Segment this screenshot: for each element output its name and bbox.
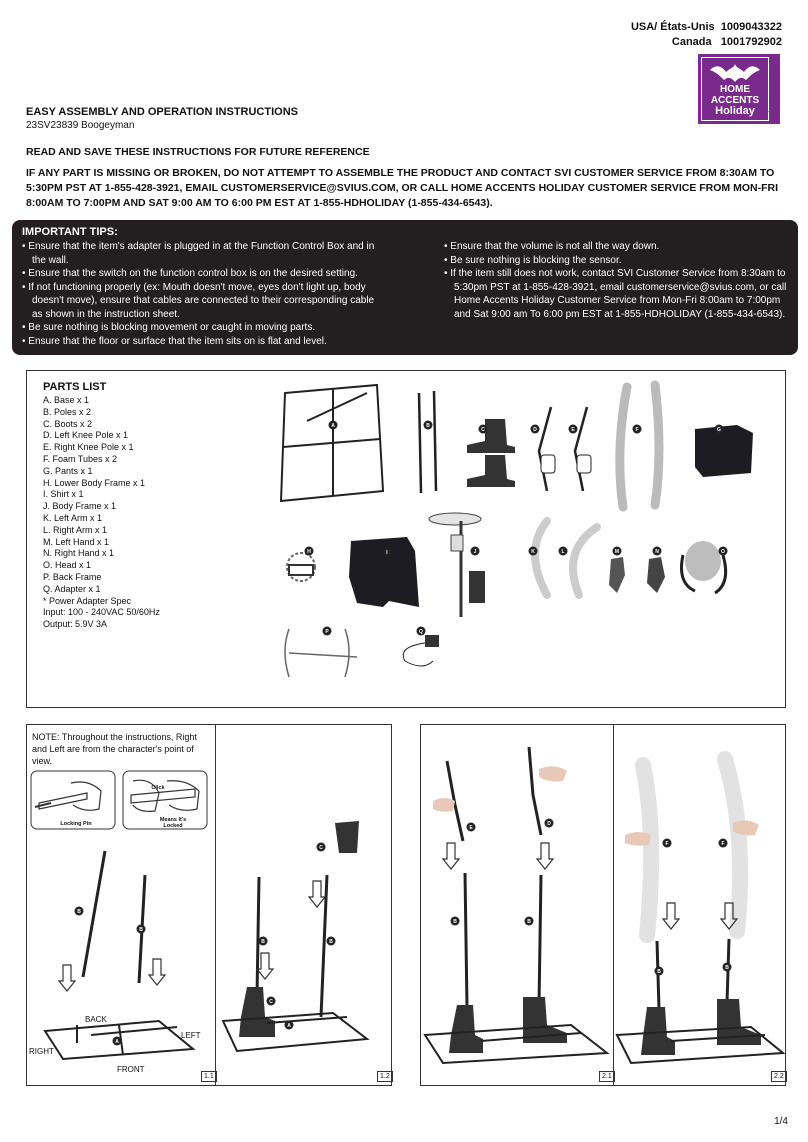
marker-l-label: L: [561, 549, 565, 555]
marker-d: [531, 425, 540, 434]
down-arrow-icon: [663, 903, 737, 929]
logo-frame: [701, 57, 769, 121]
logo-text: [702, 84, 768, 117]
part-right-hand-illustration: [647, 557, 665, 593]
marker-j: [471, 547, 480, 556]
part-item: O. Head x 1: [43, 560, 92, 571]
knee-pole-label-e: [577, 455, 591, 473]
marker-f-label: F: [635, 427, 639, 433]
marker-d-label: D: [533, 427, 537, 433]
step-number-2-2: 2.2: [771, 1071, 787, 1082]
tips-title: IMPORTANT TIPS:: [22, 226, 118, 238]
step-number-2-1: 2.1: [599, 1071, 615, 1082]
locking-pin-label: Locking Pin: [60, 821, 92, 827]
down-arrow-icon: [59, 959, 165, 991]
step-1-2-poles: [257, 875, 327, 1017]
part-item: P. Back Frame: [43, 571, 102, 582]
marker-e: [467, 823, 476, 832]
part-pants-illustration: [695, 425, 753, 477]
tip-item: • Ensure that the switch on the function control box is on the desired setting.: [22, 268, 358, 279]
marker-b: [75, 907, 84, 916]
document-title: EASY ASSEMBLY AND OPERATION INSTRUCTIONS: [26, 106, 298, 118]
marker-b-label: B: [657, 969, 661, 975]
canada-code-line: [631, 35, 782, 50]
means-locked-label: Means It's Locked: [159, 817, 187, 829]
marker-h-label: H: [307, 549, 311, 555]
marker-b-label: B: [77, 909, 81, 915]
marker-m-label: M: [614, 549, 620, 555]
marker-b: [137, 925, 146, 934]
logo-line-2: ACCENTS: [710, 95, 760, 106]
marker-i-label: I: [386, 550, 388, 556]
usa-label: USA/ États-Unis: [630, 21, 715, 33]
marker-d: [545, 819, 554, 828]
part-poles-illustration: [419, 391, 436, 493]
parts-list-title: PARTS LIST: [43, 381, 107, 393]
marker-f-label: F: [721, 841, 725, 847]
part-item: F. Foam Tubes x 2: [43, 453, 118, 464]
marker-b: [424, 421, 433, 430]
marker-f: [663, 839, 672, 848]
marker-f: [633, 425, 642, 434]
part-boots-illustration: [467, 419, 515, 487]
part-left-hand-illustration: [609, 557, 625, 593]
home-accents-logo: [698, 54, 780, 124]
part-item: C. Boots x 2: [43, 418, 93, 429]
marker-e-label: E: [469, 825, 473, 831]
marker-a: [285, 1021, 294, 1030]
tip-item: • Be sure nothing is blocking movement or caught in moving parts.: [22, 322, 316, 333]
usa-code: 1009043322: [720, 21, 782, 33]
marker-q: [417, 627, 426, 636]
marker-b: [451, 917, 460, 926]
marker-h: [305, 547, 314, 556]
part-back-frame-illustration: [285, 629, 357, 677]
part-item: L. Right Arm x 1: [43, 524, 108, 535]
power-spec-input: Input: 100 - 240VAC 50/60Hz: [43, 607, 160, 618]
marker-a: [113, 1037, 122, 1046]
parts-list-box: [26, 370, 786, 708]
left-label: LEFT: [181, 1031, 201, 1040]
hand-locked-illustration: [131, 780, 199, 811]
logo-line-3: Holiday: [715, 105, 755, 117]
tip-item: • Ensure that the item's adapter is plugged in at the Function Control Box and in the wall.: [22, 241, 375, 266]
marker-b: [327, 937, 336, 946]
power-spec-title: * Power Adapter Spec: [43, 595, 132, 606]
part-item: K. Left Arm x 1: [43, 512, 103, 523]
marker-b: [259, 937, 268, 946]
marker-f-label: F: [665, 841, 669, 847]
part-arms-illustration: [535, 521, 597, 595]
boot-on-base-illustration: [239, 987, 275, 1037]
part-item: N. Right Hand x 1: [43, 548, 115, 559]
tip-item: • If not functioning properly (ex: Mouth doesn't move, eyes don't light up, body doesn't move), ensure that cables are connected to their corresponding cable as shown in the instruction sheet.: [22, 281, 375, 320]
marker-l: [559, 547, 568, 556]
tip-item: • Be sure nothing is blocking the sensor.: [444, 254, 622, 266]
part-item: Q. Adapter x 1: [43, 583, 101, 594]
back-label: BACK: [85, 1015, 107, 1024]
canada-code: 1001792902: [720, 36, 782, 48]
read-save-notice: READ AND SAVE THESE INSTRUCTIONS FOR FUTURE REFERENCE: [26, 146, 370, 158]
down-arrow-icon: [443, 843, 553, 869]
orientation-note: NOTE: Throughout the instructions, Right and Left are from the character's point of view.: [32, 732, 197, 766]
marker-c-label: C: [481, 427, 485, 433]
tip-item: • If the item still does not work, contact SVI Customer Service from 8:30am to 5:30pm PST at 1-855-428-3921, email customerservice@svius.com, or call Home Accents Holiday Customer Service from Mon-Fri 8:00am to 7:00pm and Sat 9:00 am To 6:00 pm EST at 1-855-HDHOLIDAY (1-855-434-6543).: [444, 268, 787, 320]
marker-b-label: B: [329, 939, 333, 945]
tip-item: • Ensure that the floor or surface that the item sits on is flat and level.: [22, 335, 327, 347]
canada-label: Canada: [671, 36, 712, 48]
step-panel-2: [420, 724, 786, 1086]
step-number-1-2: 1.2: [377, 1071, 393, 1082]
marker-b: [655, 967, 664, 976]
marker-b-label: B: [426, 423, 430, 429]
marker-i: [383, 548, 392, 557]
part-item: J. Body Frame x 1: [43, 501, 117, 512]
step-panel-1: [26, 724, 392, 1086]
marker-e: [569, 425, 578, 434]
marker-p: [323, 627, 332, 636]
marker-b-label: B: [527, 919, 531, 925]
marker-b-label: B: [453, 919, 457, 925]
marker-o-label: O: [721, 549, 725, 555]
bat-icon: [702, 60, 768, 86]
part-item: M. Left Hand x 1: [43, 536, 110, 547]
marker-b-label: B: [261, 939, 265, 945]
logo-line-1: HOME: [720, 84, 750, 95]
part-head-illustration: [682, 541, 726, 593]
boot-top-illustration: [335, 821, 359, 853]
marker-p-label: P: [325, 629, 329, 635]
marker-b: [723, 963, 732, 972]
marker-b-label: B: [139, 927, 143, 933]
marker-k-label: K: [531, 549, 535, 555]
page-number: 1/4: [774, 1116, 788, 1127]
part-item: I. Shirt x 1: [43, 489, 84, 500]
power-spec-output: Output: 5.9V 3A: [43, 619, 108, 630]
part-shirt-illustration: [349, 537, 419, 607]
marker-a: [329, 421, 338, 430]
part-item: E. Right Knee Pole x 1: [43, 442, 134, 453]
tip-item: • Ensure that the volume is not all the way down.: [444, 241, 660, 252]
product-codes: [631, 20, 782, 50]
step-2-illustration: [421, 725, 785, 1085]
marker-c-label: C: [319, 845, 323, 851]
marker-e-label: E: [571, 427, 575, 433]
click-label: Click: [151, 785, 165, 791]
marker-f: [719, 839, 728, 848]
marker-o: [719, 547, 728, 556]
marker-c: [267, 997, 276, 1006]
step-1-illustration: [27, 725, 391, 1085]
part-item: D. Left Knee Pole x 1: [43, 430, 129, 441]
step-2-2-poles: [657, 939, 729, 1009]
marker-g: [715, 425, 724, 434]
marker-k: [529, 547, 538, 556]
trademark-mark: TM: [768, 112, 777, 118]
down-arrow-icon: [257, 881, 325, 979]
part-knee-poles-illustration: [539, 407, 587, 491]
part-lower-body-frame-illustration: [287, 553, 315, 581]
marker-c-label: C: [269, 999, 273, 1005]
parts-illustration: [27, 371, 785, 707]
part-item: A. Base x 1: [43, 395, 90, 405]
missing-parts-warning: IF ANY PART IS MISSING OR BROKEN, DO NOT ATTEMPT TO ASSEMBLE THE PRODUCT AND CONTACT SVI CUSTOMER SERVICE FROM 8:30AM TO 5:30PM PST AT 1-855-428-3921, EMAIL CUSTOMERSERVICE@SVIUS.COM, OR CALL HOME ACCENTS HOLIDAY CUSTOMER SERVICE FROM MON-FRI 8:00AM TO 7:00PM AND SAT 9:00 AM TO 6:00 PM EST AT 1-855-HDHOLIDAY (1-855-434-6543).: [26, 167, 778, 209]
locking-pin-detail-box: [31, 771, 115, 829]
marker-g-label: G: [717, 427, 721, 433]
part-item: H. Lower Body Frame x 1: [43, 477, 146, 488]
marker-b: [525, 917, 534, 926]
part-item: B. Poles x 2: [43, 406, 92, 417]
step-2-1-poles: [465, 873, 541, 1007]
marker-n: [653, 547, 662, 556]
marker-d-label: D: [547, 821, 551, 827]
marker-a-label: A: [115, 1039, 119, 1045]
usa-code-line: [631, 20, 782, 35]
part-base-illustration: [281, 385, 383, 501]
tips-left-column: [22, 240, 382, 348]
marker-a-label: A: [287, 1023, 291, 1029]
marker-c: [317, 843, 326, 852]
knee-pole-label-d: [541, 455, 555, 473]
marker-a-label: A: [331, 423, 335, 429]
marker-b-label: B: [725, 965, 729, 971]
part-body-frame-illustration: [429, 513, 485, 617]
marker-m: [613, 547, 622, 556]
marker-n-label: N: [655, 549, 659, 555]
part-adapter-illustration: [403, 635, 439, 666]
marker-j-label: J: [473, 549, 477, 555]
left-boot-illustration: [449, 1005, 483, 1053]
step-2-1-knee-poles: [447, 747, 541, 841]
hand-pressing-pin-illustration: [35, 782, 101, 810]
important-tips-box: [12, 220, 798, 355]
model-number: 23SV23839 Boogeyman: [26, 120, 135, 131]
part-item: G. Pants x 1: [43, 465, 93, 476]
part-foam-tubes-illustration: [620, 385, 659, 507]
right-label: RIGHT: [29, 1047, 54, 1056]
front-label: FRONT: [117, 1065, 145, 1074]
step-number-1-1: 1.1: [201, 1071, 217, 1082]
step-1-1-poles: [83, 851, 145, 983]
tips-right-column: [444, 240, 789, 321]
marker-q-label: Q: [419, 629, 423, 635]
marker-c: [479, 425, 488, 434]
